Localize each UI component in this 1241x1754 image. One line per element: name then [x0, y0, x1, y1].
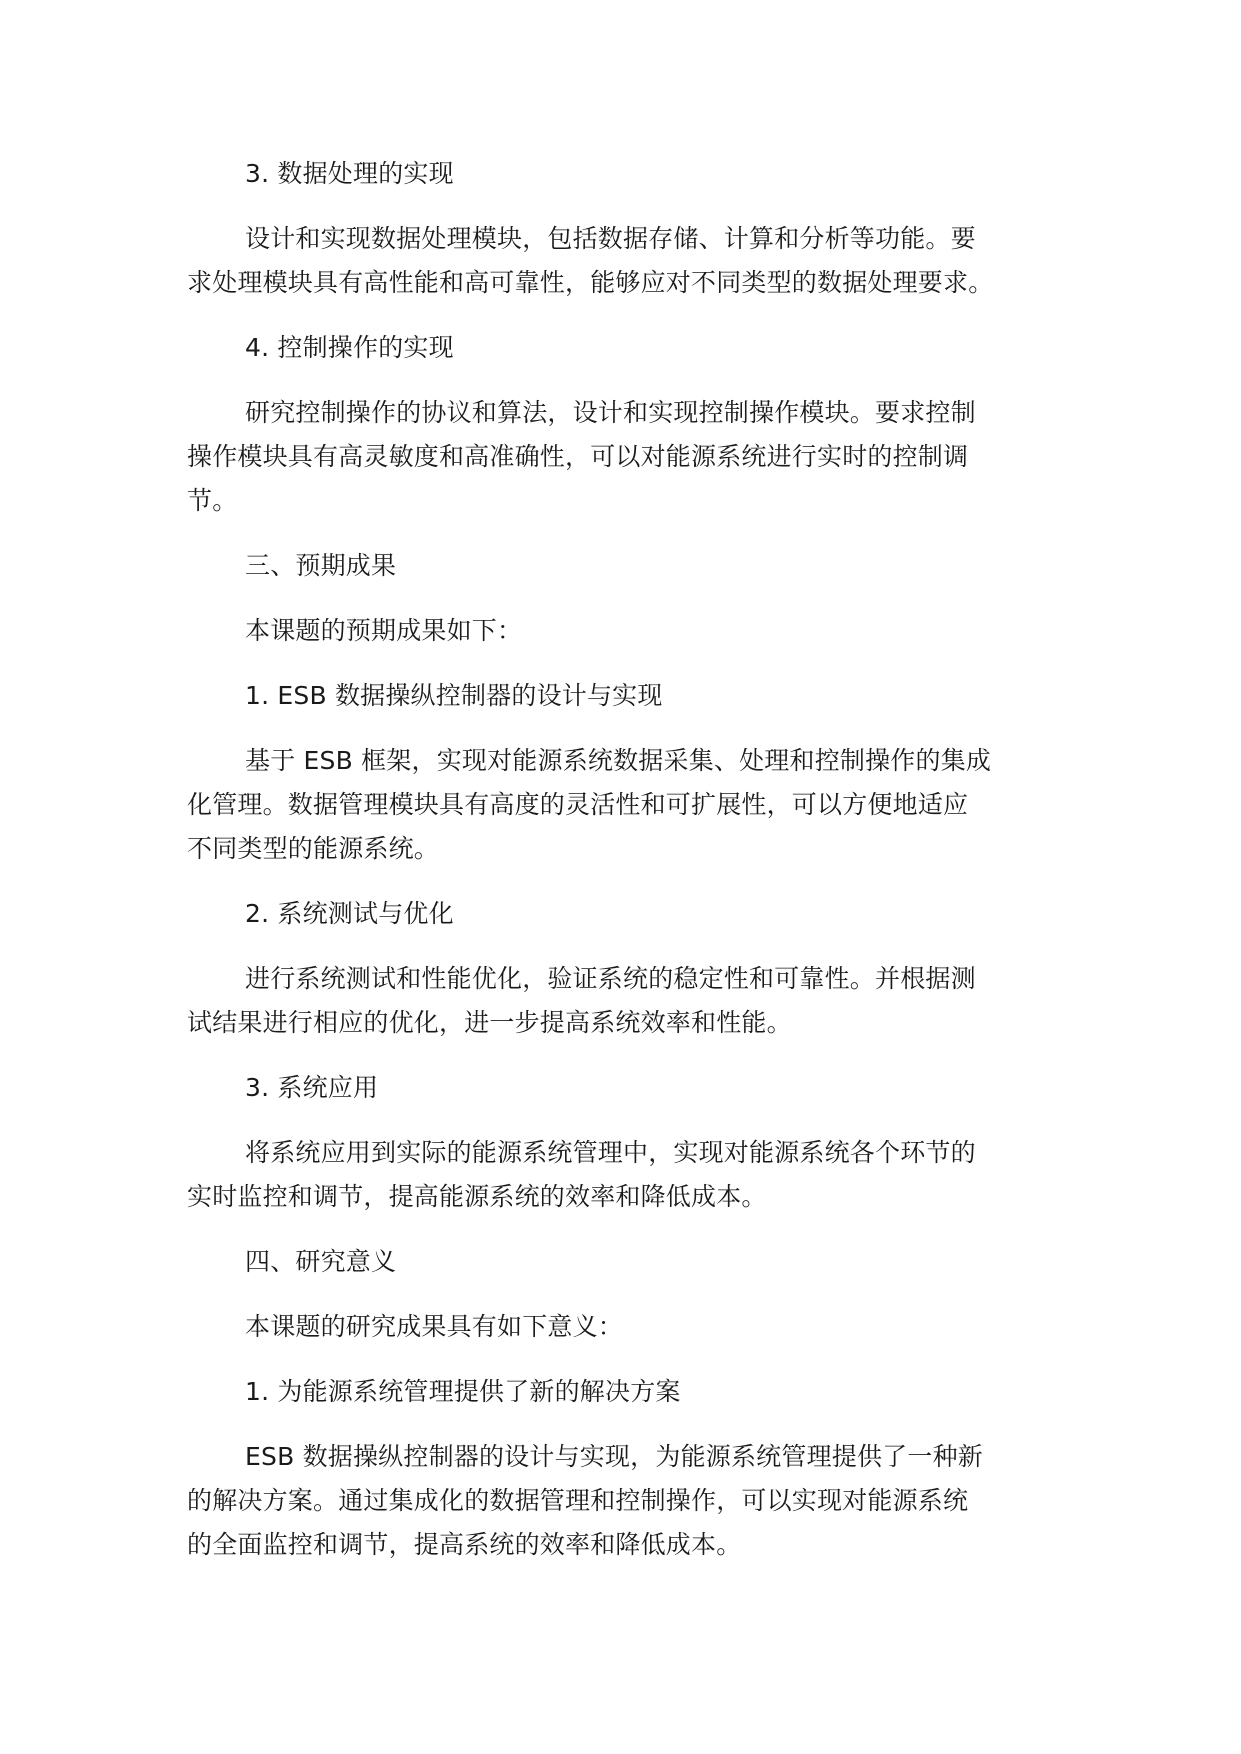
paragraph	[187, 739, 1067, 871]
paragraph-line: 本课题的研究成果具有如下意义：	[245, 1312, 624, 1341]
paragraph	[187, 1131, 1067, 1219]
paragraph-line: 不同类型的能源系统。	[187, 834, 440, 863]
paragraph-line: 将系统应用到实际的能源系统管理中，实现对能源系统各个环节的	[245, 1138, 976, 1167]
paragraph	[187, 609, 1067, 653]
paragraph-line: 试结果进行相应的优化，进一步提高系统效率和性能。	[187, 1008, 792, 1037]
paragraph-line: 操作模块具有高灵敏度和高准确性，可以对能源系统进行实时的控制调	[187, 442, 969, 471]
section-heading	[187, 326, 1067, 370]
section-heading	[187, 1370, 1067, 1414]
paragraph-line: 求处理模块具有高性能和高可靠性，能够应对不同类型的数据处理要求。	[187, 268, 994, 297]
paragraph-line: ESB 数据操纵控制器的设计与实现，为能源系统管理提供了一种新	[245, 1442, 983, 1471]
heading-line: 1. ESB 数据操纵控制器的设计与实现	[245, 681, 663, 710]
section-heading	[187, 152, 1067, 196]
paragraph-line: 设计和实现数据处理模块，包括数据存储、计算和分析等功能。要	[245, 224, 976, 253]
section-heading	[187, 544, 1067, 588]
heading-line: 3. 数据处理的实现	[245, 159, 454, 188]
document-body	[187, 152, 1067, 1567]
heading-line: 4. 控制操作的实现	[245, 333, 454, 362]
section-heading	[187, 674, 1067, 718]
section-heading	[187, 1066, 1067, 1110]
paragraph	[187, 217, 1067, 305]
paragraph	[187, 957, 1067, 1045]
heading-line: 3. 系统应用	[245, 1073, 379, 1102]
paragraph-line: 化管理。数据管理模块具有高度的灵活性和可扩展性，可以方便地适应	[187, 790, 969, 819]
heading-line: 1. 为能源系统管理提供了新的解决方案	[245, 1377, 681, 1406]
paragraph-line: 的全面监控和调节，提高系统的效率和降低成本。	[187, 1530, 742, 1559]
paragraph-line: 进行系统测试和性能优化，验证系统的稳定性和可靠性。并根据测	[245, 964, 976, 993]
heading-line: 四、研究意义	[245, 1247, 397, 1276]
paragraph	[187, 1305, 1067, 1349]
paragraph-line: 研究控制操作的协议和算法，设计和实现控制操作模块。要求控制	[245, 398, 976, 427]
heading-line: 2. 系统测试与优化	[245, 899, 454, 928]
paragraph	[187, 391, 1067, 523]
paragraph-line: 本课题的预期成果如下：	[245, 616, 523, 645]
section-heading	[187, 1240, 1067, 1284]
paragraph-line: 的解决方案。通过集成化的数据管理和控制操作，可以实现对能源系统	[187, 1486, 969, 1515]
paragraph	[187, 1435, 1067, 1567]
paragraph-line: 节。	[187, 486, 238, 515]
paragraph-line: 基于 ESB 框架，实现对能源系统数据采集、处理和控制操作的集成	[245, 746, 992, 775]
heading-line: 三、预期成果	[245, 551, 397, 580]
section-heading	[187, 892, 1067, 936]
paragraph-line: 实时监控和调节，提高能源系统的效率和降低成本。	[187, 1182, 767, 1211]
